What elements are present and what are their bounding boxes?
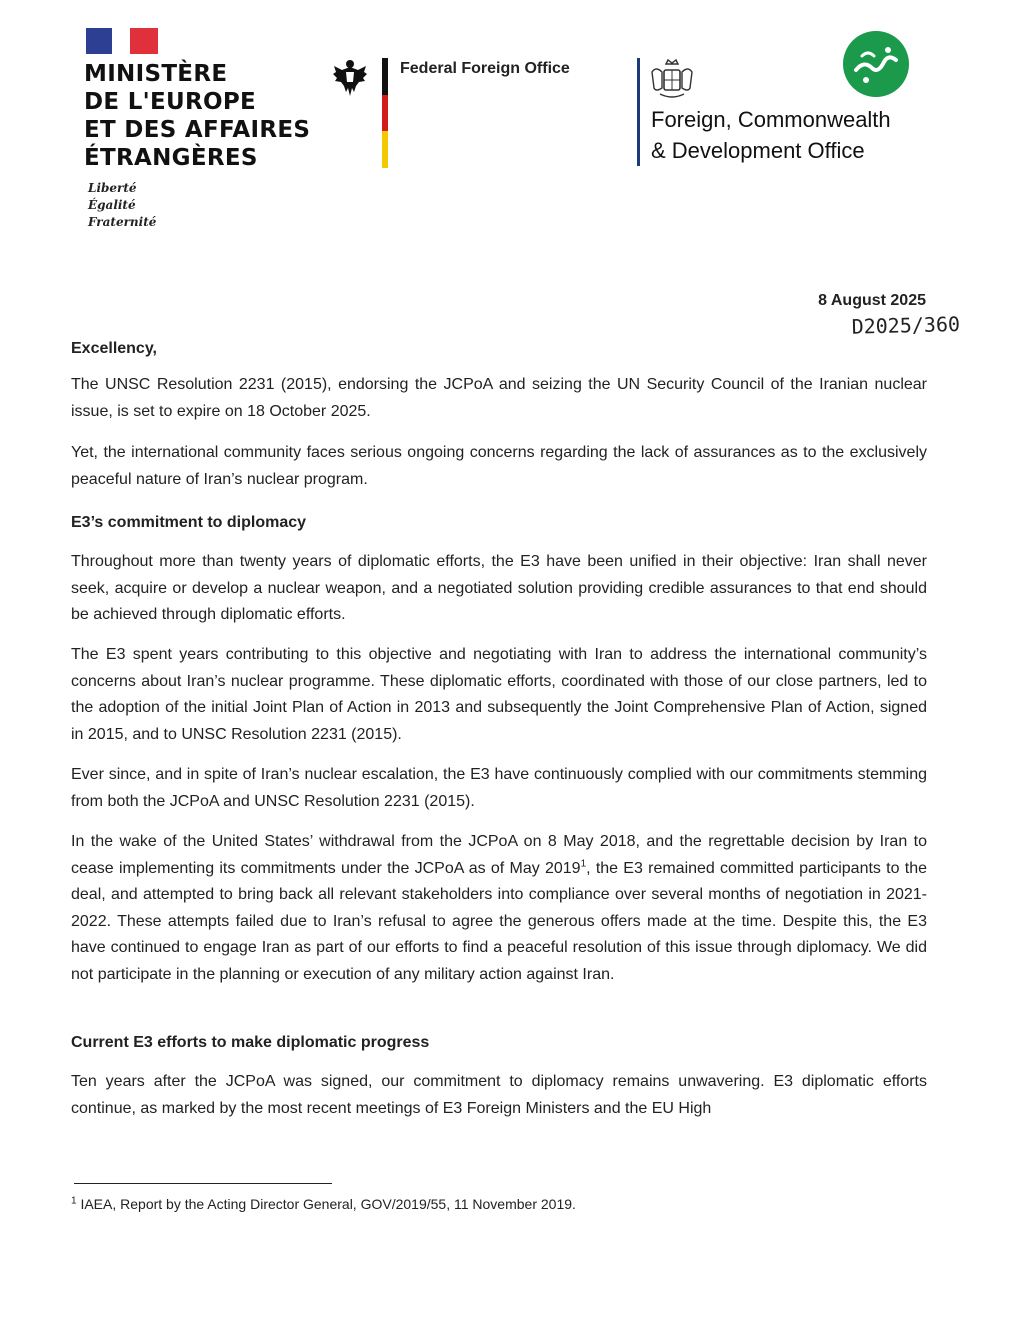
uk-divider-rule bbox=[637, 58, 640, 166]
paragraph-concerns: Yet, the international community faces serious ongoing concerns regarding the lack of assurances as to the exclusively peaceful nature of Iran’s nuclear program. bbox=[71, 444, 927, 488]
ministry-name-line: MINISTÈRE bbox=[84, 61, 228, 87]
motto-line: Égalité bbox=[88, 198, 136, 212]
paragraph-text: In the wake of the United States’ withdrawal from the JCPoA on 8 May 2018, and the regrettable decision by Iran to cease implementing its commitments under the JCPoA as of May 2019 bbox=[71, 833, 927, 877]
footnote-divider bbox=[74, 1183, 332, 1184]
heading-current-efforts: Current E3 efforts to make diplomatic progress bbox=[71, 1034, 430, 1051]
uk-name-line: Foreign, Commonwealth bbox=[651, 107, 891, 132]
paragraph-compliance: Ever since, and in spite of Iran’s nuclear escalation, the E3 have continuously complied with our commitments stemming from both the JCPoA and UNSC Resolution 2231 (2015). bbox=[71, 766, 927, 810]
letter-date: 8 August 2025 bbox=[818, 292, 926, 309]
heading-e3-commitment: E3’s commitment to diplomacy bbox=[71, 514, 307, 531]
paragraph-negotiations: The E3 spent years contributing to this objective and negotiating with Iran to address the international community’s concerns about Iran’s nuclear programme. These diplomatic efforts, coordinated with those of our close partners, led to the adoption of the initial Joint Plan of Action in 2013 and subsequently the Joint Comprehensive Plan of Action, signed in 2015, and to UNSC Resolution 2231 (2015). bbox=[71, 646, 927, 743]
ministry-name-line: ET DES AFFAIRES bbox=[84, 117, 311, 143]
uk-name-line: & Development Office bbox=[651, 138, 865, 163]
uk-royal-crest-icon bbox=[648, 58, 696, 102]
watermark-logo-icon bbox=[842, 30, 910, 98]
french-flag-logo bbox=[86, 28, 158, 54]
french-ministry-name bbox=[84, 60, 334, 172]
german-eagle-icon bbox=[332, 58, 368, 98]
ministry-name-line: DE L'EUROPE bbox=[84, 89, 257, 115]
paragraph-resolution-expiry: The UNSC Resolution 2231 (2015), endorsing the JCPoA and seizing the UN Security Council of the Iranian nuclear issue, is set to expire on 18 October 2025. bbox=[71, 376, 927, 420]
ministry-name-line: ÉTRANGÈRES bbox=[84, 145, 258, 171]
handwritten-reference: D2025/360 bbox=[851, 311, 961, 339]
motto-line: Fraternité bbox=[88, 215, 157, 229]
paragraph-us-withdrawal bbox=[71, 829, 927, 989]
footnote-number: 1 bbox=[71, 1195, 77, 1207]
footnote bbox=[71, 1196, 576, 1212]
paragraph-text: , the E3 remained committed participants to the deal, and attempted to bring back all relevant stakeholders into compliance over several months of negotiation in 2021-2022. These attempts failed due to Iran’s refusal to agree the generous offers made at the time. Despite this, the E3 have continued to engage Iran as part of our efforts to find a peaceful resolution of this issue through diplomacy. We did not participate in the planning or execution of any military action against Iran. bbox=[71, 859, 927, 983]
footnote-text: IAEA, Report by the Acting Director General, GOV/2019/55, 11 November 2019. bbox=[76, 1196, 576, 1212]
footnote-marker: 1 bbox=[580, 858, 587, 870]
salutation: Excellency, bbox=[71, 340, 157, 357]
german-flag-bar bbox=[382, 58, 388, 168]
german-office-name: Federal Foreign Office bbox=[400, 60, 570, 77]
uk-office-name bbox=[651, 104, 891, 166]
french-motto bbox=[88, 180, 156, 231]
paragraph-e3-objective: Throughout more than twenty years of diplomatic efforts, the E3 have been unified in their objective: Iran shall never seek, acquire or develop a nuclear weapon, and a negotiated solution providing credible assurances to that end should be achieved through diplomatic efforts. bbox=[71, 553, 927, 624]
motto-line: Liberté bbox=[88, 181, 137, 195]
paragraph-ten-years: Ten years after the JCPoA was signed, our commitment to diplomacy remains unwavering. E3 diplomatic efforts continue, as marked by the most recent meetings of E3 Foreign Ministers and the EU High bbox=[71, 1073, 927, 1117]
